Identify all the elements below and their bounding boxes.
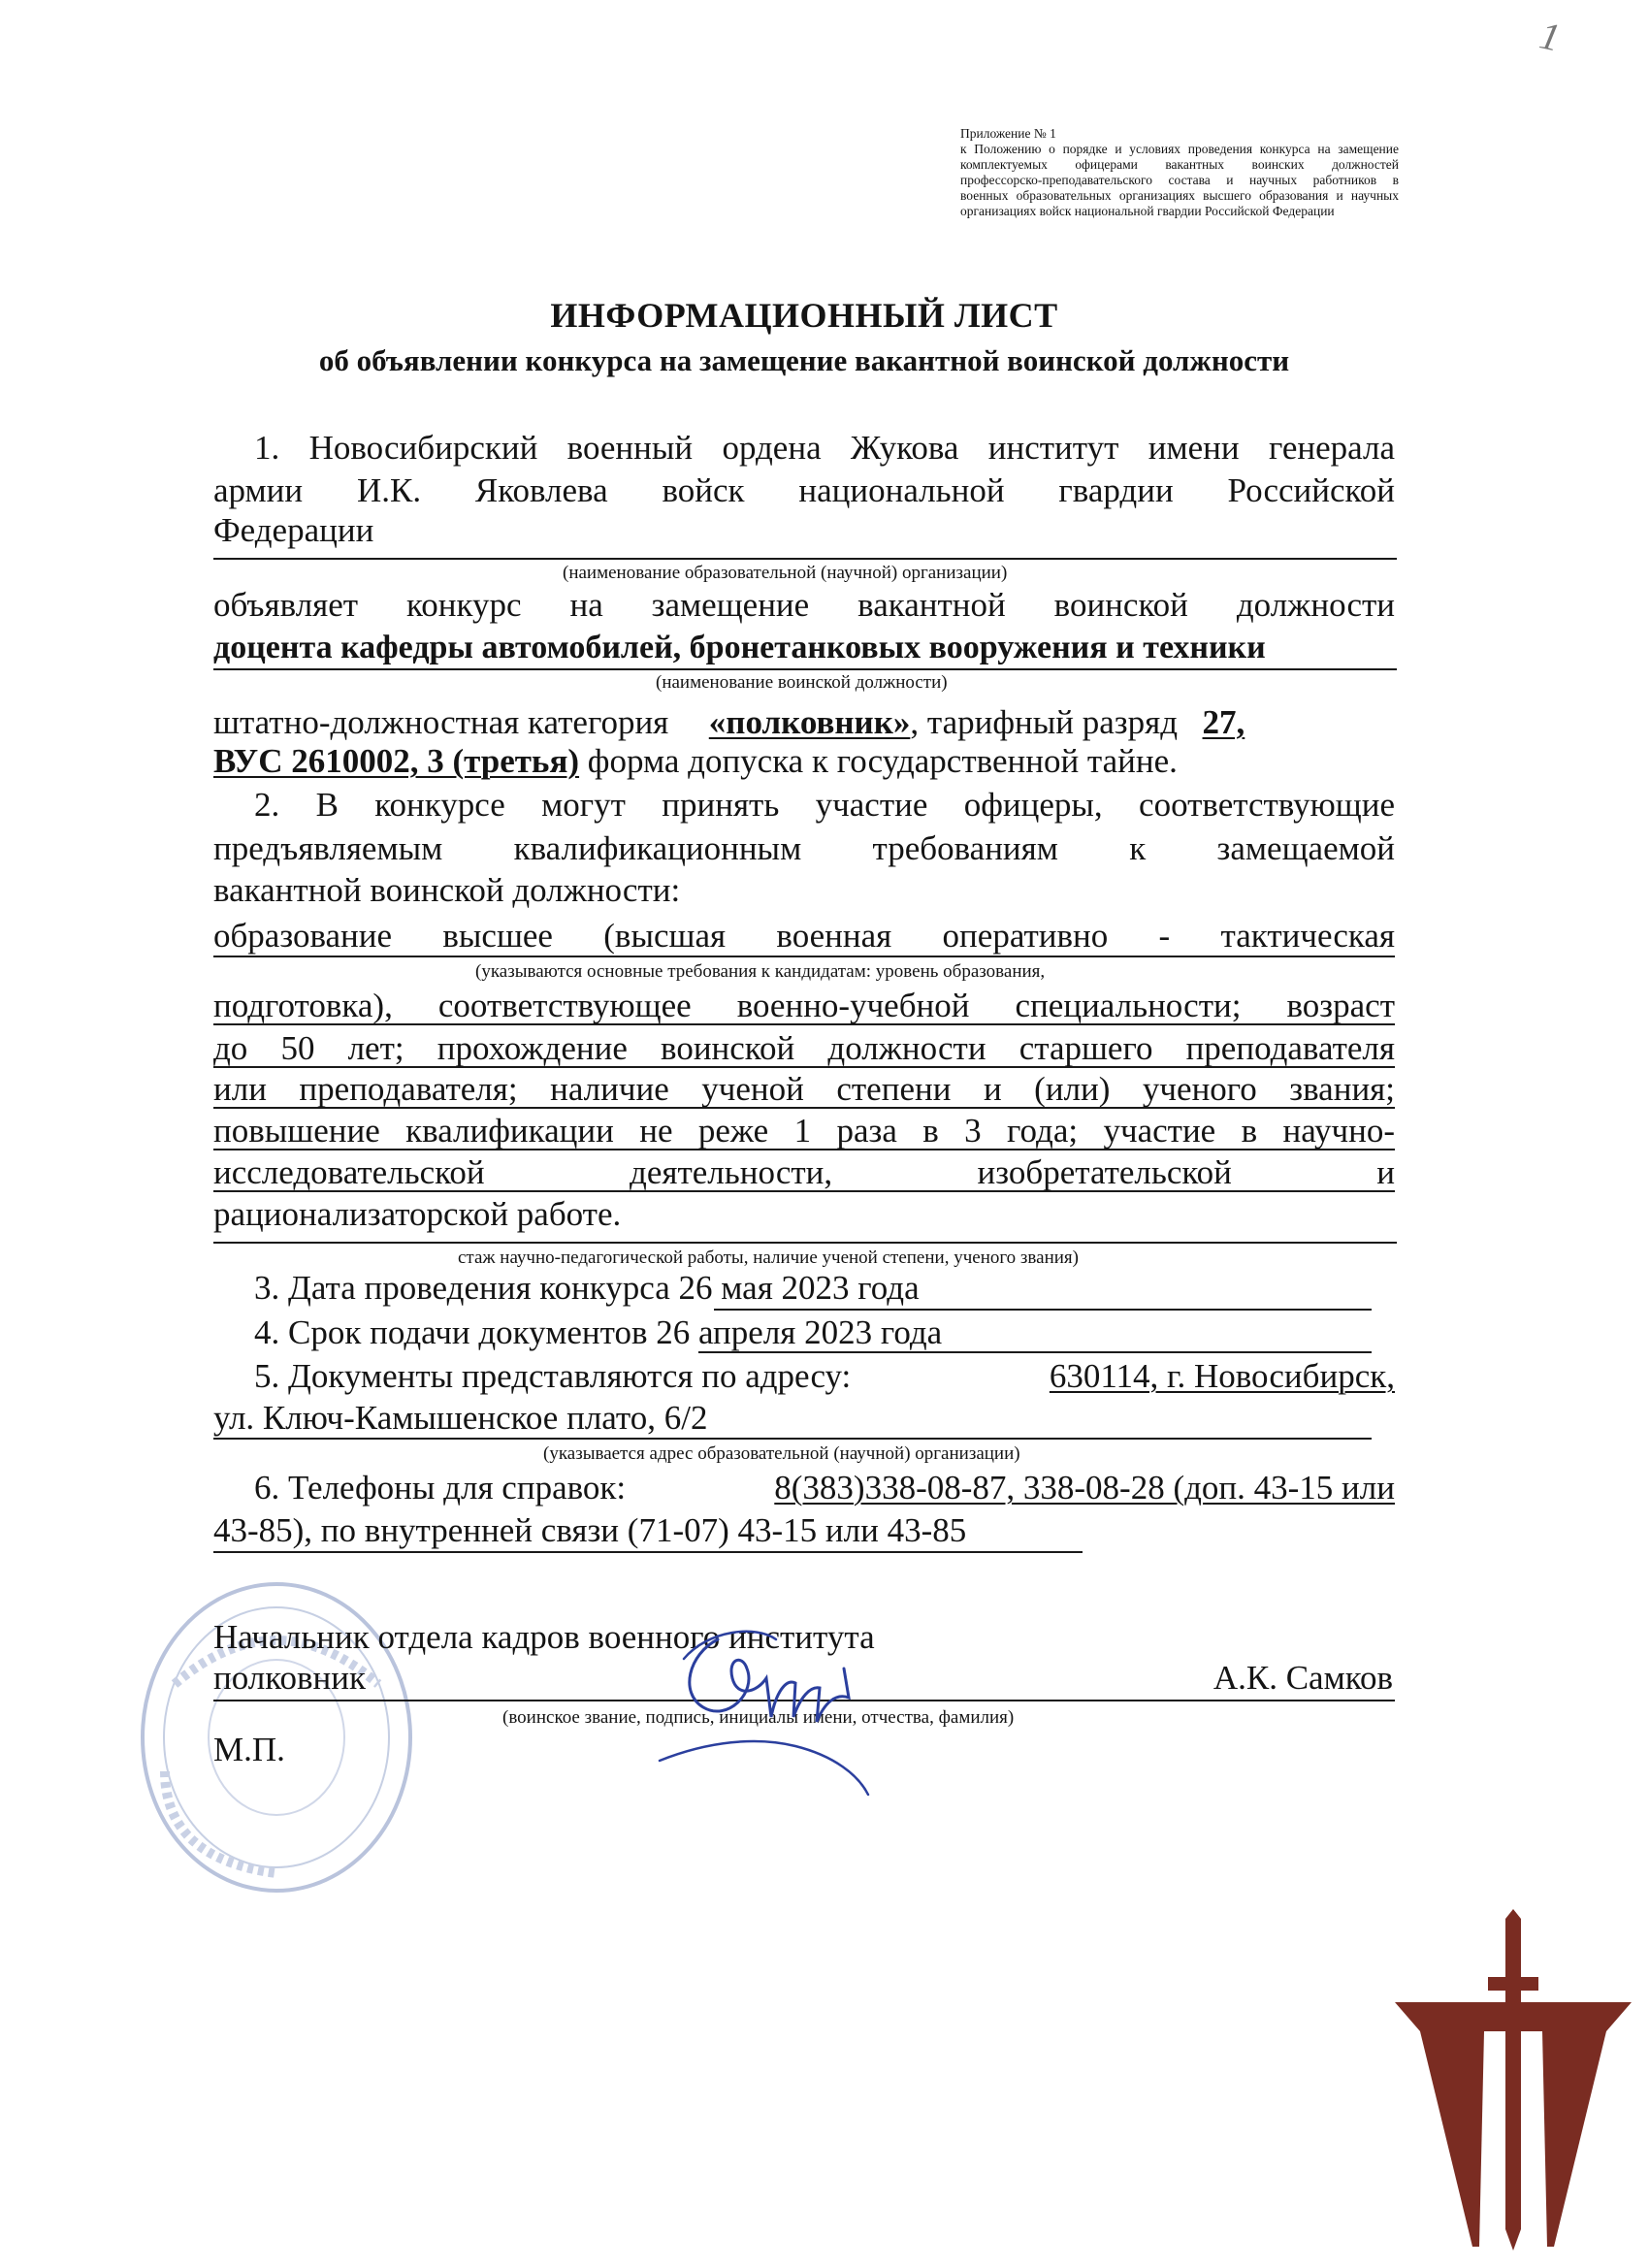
caption-experience: стаж научно-педагогической работы, наличие ученой степени, ученого звания) — [458, 1247, 1079, 1268]
req-line6: исследовательской деятельности, изобретательской и — [213, 1153, 1395, 1191]
s1-line1: 1. Новосибирский военный ордена Жукова институт имени генерала — [254, 429, 1395, 467]
s2-line1: 2. В конкурсе могут принять участие офицеры, соответствующие — [254, 786, 1395, 824]
address-value-1: 630114, г. Новосибирск, — [1049, 1357, 1395, 1395]
category-label: штатно-должностная категория — [213, 703, 669, 741]
appendix-line: профессорско-преподавательского состава и научных работников в — [960, 173, 1399, 187]
appendix-note — [960, 126, 1399, 219]
caption-address: (указывается адрес образовательной (научной) организации) — [543, 1443, 1020, 1464]
vus-suffix: форма допуска к государственной тайне. — [587, 742, 1178, 780]
contest-date-label: 3. Дата проведения конкурса — [254, 1269, 670, 1307]
rule-req-end — [213, 1242, 1397, 1244]
stamp-place: М.П. — [213, 1731, 285, 1768]
category-value: «полковник» — [708, 703, 911, 741]
appendix-line: комплектуемых офицерами вакантных воинских должностей — [960, 157, 1399, 172]
page-subtitle: об объявлении конкурса на замещение вакантной воинской должности — [318, 343, 1290, 377]
page-title: ИНФОРМАЦИОННЫЙ ЛИСТ — [550, 296, 1058, 335]
caption-signature: (воинское звание, подпись, инициалы имени, отчества, фамилия) — [502, 1707, 1015, 1728]
appendix-line: Приложение № 1 — [960, 126, 1056, 141]
req-line1: образование высшее (высшая военная оперативно - тактическая — [213, 917, 1395, 955]
tariff-value: 27, — [1202, 703, 1245, 741]
rule-org — [213, 558, 1397, 560]
rule-req1 — [213, 956, 1395, 957]
rule-s4 — [698, 1351, 1372, 1353]
s6-line1 — [213, 1467, 1395, 1509]
address-label: 5. Документы представляются по адресу: — [254, 1357, 852, 1395]
caption-requirements: (указываются основные требования к кандидатам: уровень образования, — [475, 961, 1046, 982]
rule-s6 — [213, 1551, 1083, 1553]
s1-line2: армии И.К. Яковлева войск национальной гвардии Российской — [213, 471, 1395, 509]
s4-line — [213, 1312, 1436, 1354]
appendix-line: организациях войск национальной гвардии Российской Федерации — [960, 204, 1335, 218]
position-name: доцента кафедры автомобилей, бронетанковых вооружения и техники — [213, 630, 1266, 665]
rule-position — [213, 668, 1397, 670]
s1-category — [213, 701, 1395, 744]
signatory-rank: полковник — [213, 1659, 366, 1697]
vus-value: ВУС 2610002, 3 (третья) — [213, 742, 580, 780]
req-line5: повышение квалификации не реже 1 раза в 3 года; участие в научно- — [213, 1112, 1395, 1150]
req-line7: рационализаторской работе. — [213, 1195, 622, 1233]
req-line3: до 50 лет; прохождение воинской должности старшего преподавателя — [213, 1029, 1395, 1067]
handwritten-signature-icon — [650, 1601, 902, 1804]
signatory-name: А.К. Самков — [1212, 1659, 1393, 1697]
rule-s5 — [213, 1438, 1372, 1440]
phones-value-1: 8(383)338-08-87, 338-08-28 (доп. 43-15 или — [774, 1469, 1395, 1507]
s1-announces: объявляет конкурс на замещение вакантной воинской должности — [213, 586, 1395, 624]
s1-line3: Федерации — [213, 511, 374, 549]
deadline-label: 4. Срок подачи документов — [254, 1313, 648, 1351]
rosgvardia-emblem-icon — [1387, 1909, 1639, 2258]
s3-line — [213, 1267, 1436, 1310]
req-line2: подготовка), соответствующее военно-учебной специальности; возраст — [213, 987, 1395, 1024]
signatory-position: Начальник отдела кадров военного института — [213, 1618, 875, 1656]
page-number: 1 — [1536, 13, 1565, 60]
s5-line1 — [213, 1355, 1395, 1398]
s1-vus — [213, 740, 1395, 783]
appendix-line: военных образовательных организациях высшего образования и научных — [960, 188, 1399, 203]
s2-line2: предъявляемым квалификационным требованиям к замещаемой — [213, 829, 1395, 867]
s6-line2: 43-85), по внутренней связи (71-07) 43-15 или 43-85 — [213, 1511, 967, 1549]
contest-date-value: 26 мая 2023 года — [678, 1269, 920, 1307]
s2-line3: вакантной воинской должности: — [213, 871, 681, 909]
tariff-label: , тарифный разряд — [910, 703, 1179, 741]
appendix-line: к Положению о порядке и условиях проведения конкурса на замещение — [960, 142, 1399, 156]
rule-s3 — [714, 1309, 1372, 1311]
phones-label: 6. Телефоны для справок: — [254, 1469, 627, 1507]
caption-org: (наименование образовательной (научной) организации) — [563, 563, 1008, 583]
req-line4: или преподавателя; наличие ученой степени и (или) ученого звания; — [213, 1070, 1395, 1108]
deadline-value: 26 апреля 2023 года — [656, 1313, 943, 1351]
caption-position: (наименование воинской должности) — [656, 672, 948, 693]
s5-line2: ул. Ключ-Камышенское плато, 6/2 — [213, 1399, 708, 1437]
